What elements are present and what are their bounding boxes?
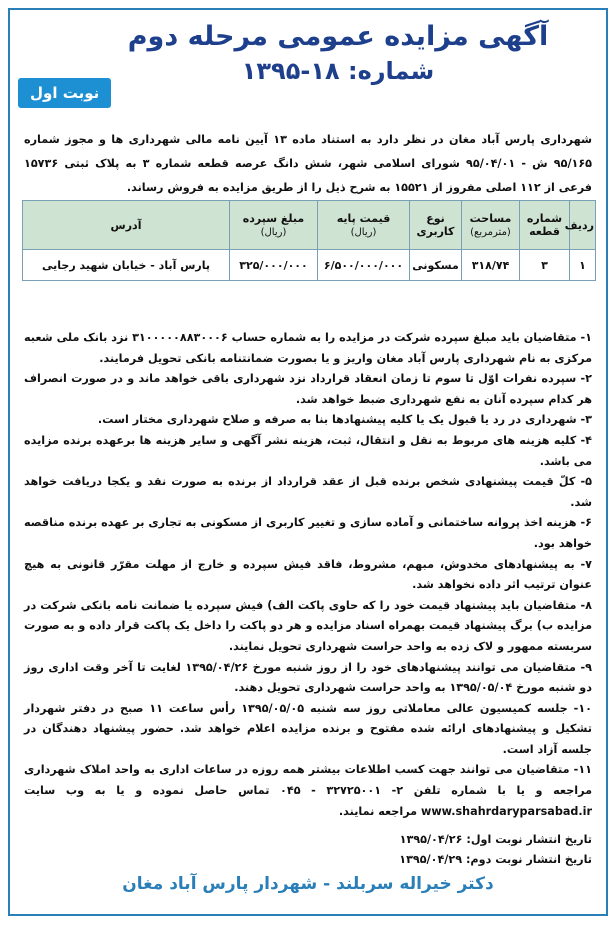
- header-base-price: [318, 201, 410, 250]
- condition-item: ۱۰- جلسه کمیسیون عالی معاملاتی روز سه شنبه ۱۳۹۵/۰۵/۰۵ رأس ساعت ۱۱ صبح در دفتر شهردار تشکیل و پیشنهادهای ارائه شده مفتوح و برنده مزایده اعلام خواهد شد. حضور پیشنهاد دهندگان در جلسه آزاد است.: [24, 701, 592, 756]
- condition-item: ۷- به پیشنهادهای مخدوش، مبهم، مشروط، فاقد فیش سپرده و خارج از مهلت مقرّر قانونی به هیچ عنوان ترتیب اثر داده نخواهد شد.: [24, 557, 592, 592]
- property-table: [22, 200, 596, 281]
- notice-page: [8, 8, 608, 916]
- header-address: آدرس: [23, 201, 230, 250]
- cell-plot: ۳: [520, 250, 570, 281]
- header-type: نوع کاربری: [410, 201, 462, 250]
- intro-paragraph: شهرداری پارس آباد مغان در نظر دارد به استناد ماده ۱۳ آیین نامه مالی شهرداری ها و مجوز شماره ۹۵/۱۶۵ ش - ۹۵/۰۴/۰۱ شورای اسلامی شهر، شش دانگ عرصه قطعه شماره ۳ به پلاک ثبتی ۱۵۷۳۶ فرعی از ۱۱۲ اصلی مفروز از ۱۵۵۲۱ به شرح ذیل را از طریق مزایده به فروش رساند.: [24, 133, 593, 194]
- header-deposit-unit: (ریال): [260, 227, 287, 238]
- header-deposit-label: مبلغ سپرده: [242, 212, 305, 225]
- table-header-row: [23, 201, 596, 250]
- cell-area: ۳۱۸/۷۴: [462, 250, 520, 281]
- header-base-label: قیمت پایه: [336, 212, 391, 225]
- header-deposit: [230, 201, 318, 250]
- first-publication-date: تاریخ انتشار نوبت اول: ۱۳۹۵/۰۴/۲۶: [399, 833, 592, 846]
- cell-deposit: ۳۲۵/۰۰۰/۰۰۰: [230, 250, 318, 281]
- second-publication-date: تاریخ انتشار نوبت دوم: ۱۳۹۵/۰۴/۲۹: [399, 853, 592, 866]
- condition-item: ۲- سپرده نفرات اوّل تا سوم تا زمان انعقاد قرارداد نزد شهرداری باقی خواهد ماند و در صورت انصراف هر کدام سپرده آنان به نفع شهرداری ضبط خواهد شد.: [24, 372, 592, 406]
- table-row: [23, 250, 596, 281]
- title-main: آگهی مزایده عمومی مرحله دوم: [127, 21, 549, 52]
- condition-item: ۴- کلیه هزینه های مربوط به نقل و انتقال، ثبت، هزینه نشر آگهی و سایر هزینه ها برعهده برنده مزایده می باشد.: [24, 433, 592, 468]
- condition-item: ۱- متقاضیان باید مبلغ سپرده شرکت در مزایده را به شماره حساب ۳۱۰۰۰۰۰۸۸۳۰۰۰۶ نزد بانک ملی شعبه مرکزی به نام شهرداری پارس آباد مغان واریز و یا بصورت ضمانتنامه بانکی تحویل فرمایند.: [24, 331, 592, 365]
- header-plot: شماره قطعه: [520, 201, 570, 250]
- header-area-unit: (مترمربع): [470, 227, 511, 238]
- condition-item: ۳- شهرداری در رد یا قبول یک یا کلیه پیشنهادها بنا به صرفه و صلاح شهرداری مختار است.: [97, 413, 592, 427]
- cell-row-number: ۱: [570, 250, 596, 281]
- header-area-label: مساحت: [469, 212, 512, 225]
- condition-item: ۶- هزینه اخذ پروانه ساختمانی و آماده سازی و تغییر کاربری از مسکونی به تجاری بر عهده برنده مناقصه خواهد بود.: [24, 516, 592, 550]
- condition-item: ۸- متقاضیان باید پیشنهاد قیمت خود را که حاوی پاکت الف) فیش سپرده یا ضمانت نامه بانکی شرکت در مزایده ب) برگ پیشنهاد قیمت بهمراه اسناد مزایده و هر دو پاکت را داخل یک پاکت قرار داده و به صورت سربسته ممهور و لاک زده به واحد حراست شهرداری تحویل نمایند.: [24, 598, 592, 653]
- cell-base-price: ۶/۵۰۰/۰۰۰/۰۰۰: [318, 250, 410, 281]
- condition-item: ۵- کلّ قیمت پیشنهادی شخص برنده قبل از عقد قرارداد از برنده به صورت نقد و یکجا دریافت خواهد شد.: [24, 475, 592, 509]
- header-area: [462, 201, 520, 250]
- conditions-list: [24, 328, 592, 822]
- mayor-signature: دکتر خیراله سربلند - شهردار پارس آباد مغان: [122, 874, 494, 894]
- condition-item: ۹- متقاضیان می توانند پیشنهادهای خود را از روز شنبه مورخ ۱۳۹۵/۰۴/۲۶ لغایت تا آخر وقت اداری روز دو شنبه مورخ ۱۳۹۵/۰۵/۰۴ به واحد حراست شهرداری تحویل دهند.: [24, 660, 593, 695]
- title-number: شماره: ۱۸-۱۳۹۵: [241, 57, 435, 85]
- header-base-unit: (ریال): [350, 227, 377, 238]
- cell-address: پارس آباد - خیابان شهید رجایی: [23, 250, 230, 281]
- round-badge: نوبت اول: [18, 78, 111, 108]
- notice-title: [110, 20, 566, 88]
- cell-type: مسکونی: [410, 250, 462, 281]
- header-row-number: ردیف: [570, 201, 596, 250]
- condition-item: ۱۱- متقاضیان می توانند جهت کسب اطلاعات بیشتر همه روزه در ساعات اداری به واحد املاک شهرداری مراجعه و یا با شماره تلفن ۲- ۳۲۷۲۵۰۰۱ - ۰۴۵ تماس حاصل نموده و یا به وب سایت www.shahrdaryparsabad.ir مراجعه نمایند.: [24, 763, 592, 818]
- publication-dates: [399, 830, 592, 870]
